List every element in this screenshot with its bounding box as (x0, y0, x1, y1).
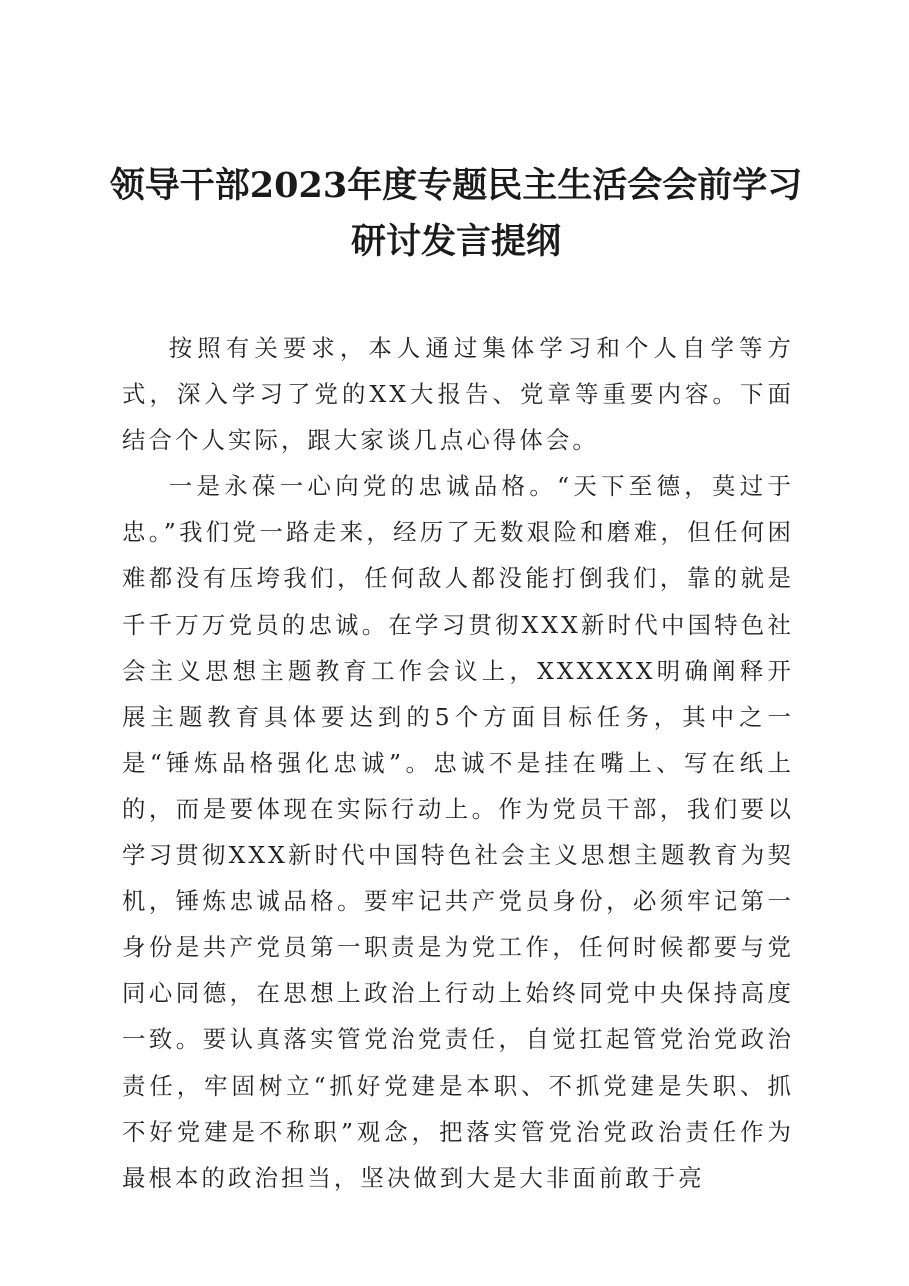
paragraph-intro: 按照有关要求，本人通过集体学习和个人自学等方式，深入学习了党的XX大报告、党章等重要内容。下面结合个人实际，跟大家谈几点心得体会。 (122, 334, 794, 455)
document-title: 领导干部2023年度专题民主生活会会前学习研讨发言提纲 (109, 165, 803, 262)
document-body (122, 325, 794, 1201)
paragraph-point-one: 一是永葆一心向党的忠诚品格。“天下至德，莫过于忠。”我们党一路走来，经历了无数艰险和磨难，但任何困难都没有压垮我们，任何敌人都没能打倒我们，靠的就是千千万万党员的忠诚。在学习贯彻XXX新时代中国特色社会主义思想主题教育工作会议上，XXXXXX明确阐释开展主题教育具体要达到的5个方面目标任务，其中之一是“锤炼品格强化忠诚”。忠诚不是挂在嘴上、写在纸上的，而是要体现在实际行动上。作为党员干部，我们要以学习贯彻XXX新时代中国特色社会主义思想主题教育为契机，锤炼忠诚品格。要牢记共产党员身份，必须牢记第一身份是共产党员第一职责是为党工作，任何时候都要与党同心同德，在思想上政治上行动上始终同党中央保持高度一致。要认真落实管党治党责任，自觉扛起管党治党政治责任，牢固树立“抓好党建是本职、不抓党建是失职、抓不好党建是不称职”观念，把落实管党治党政治责任作为最根本的政治担当，坚决做到大是大非面前敢于亮 (122, 472, 794, 1192)
